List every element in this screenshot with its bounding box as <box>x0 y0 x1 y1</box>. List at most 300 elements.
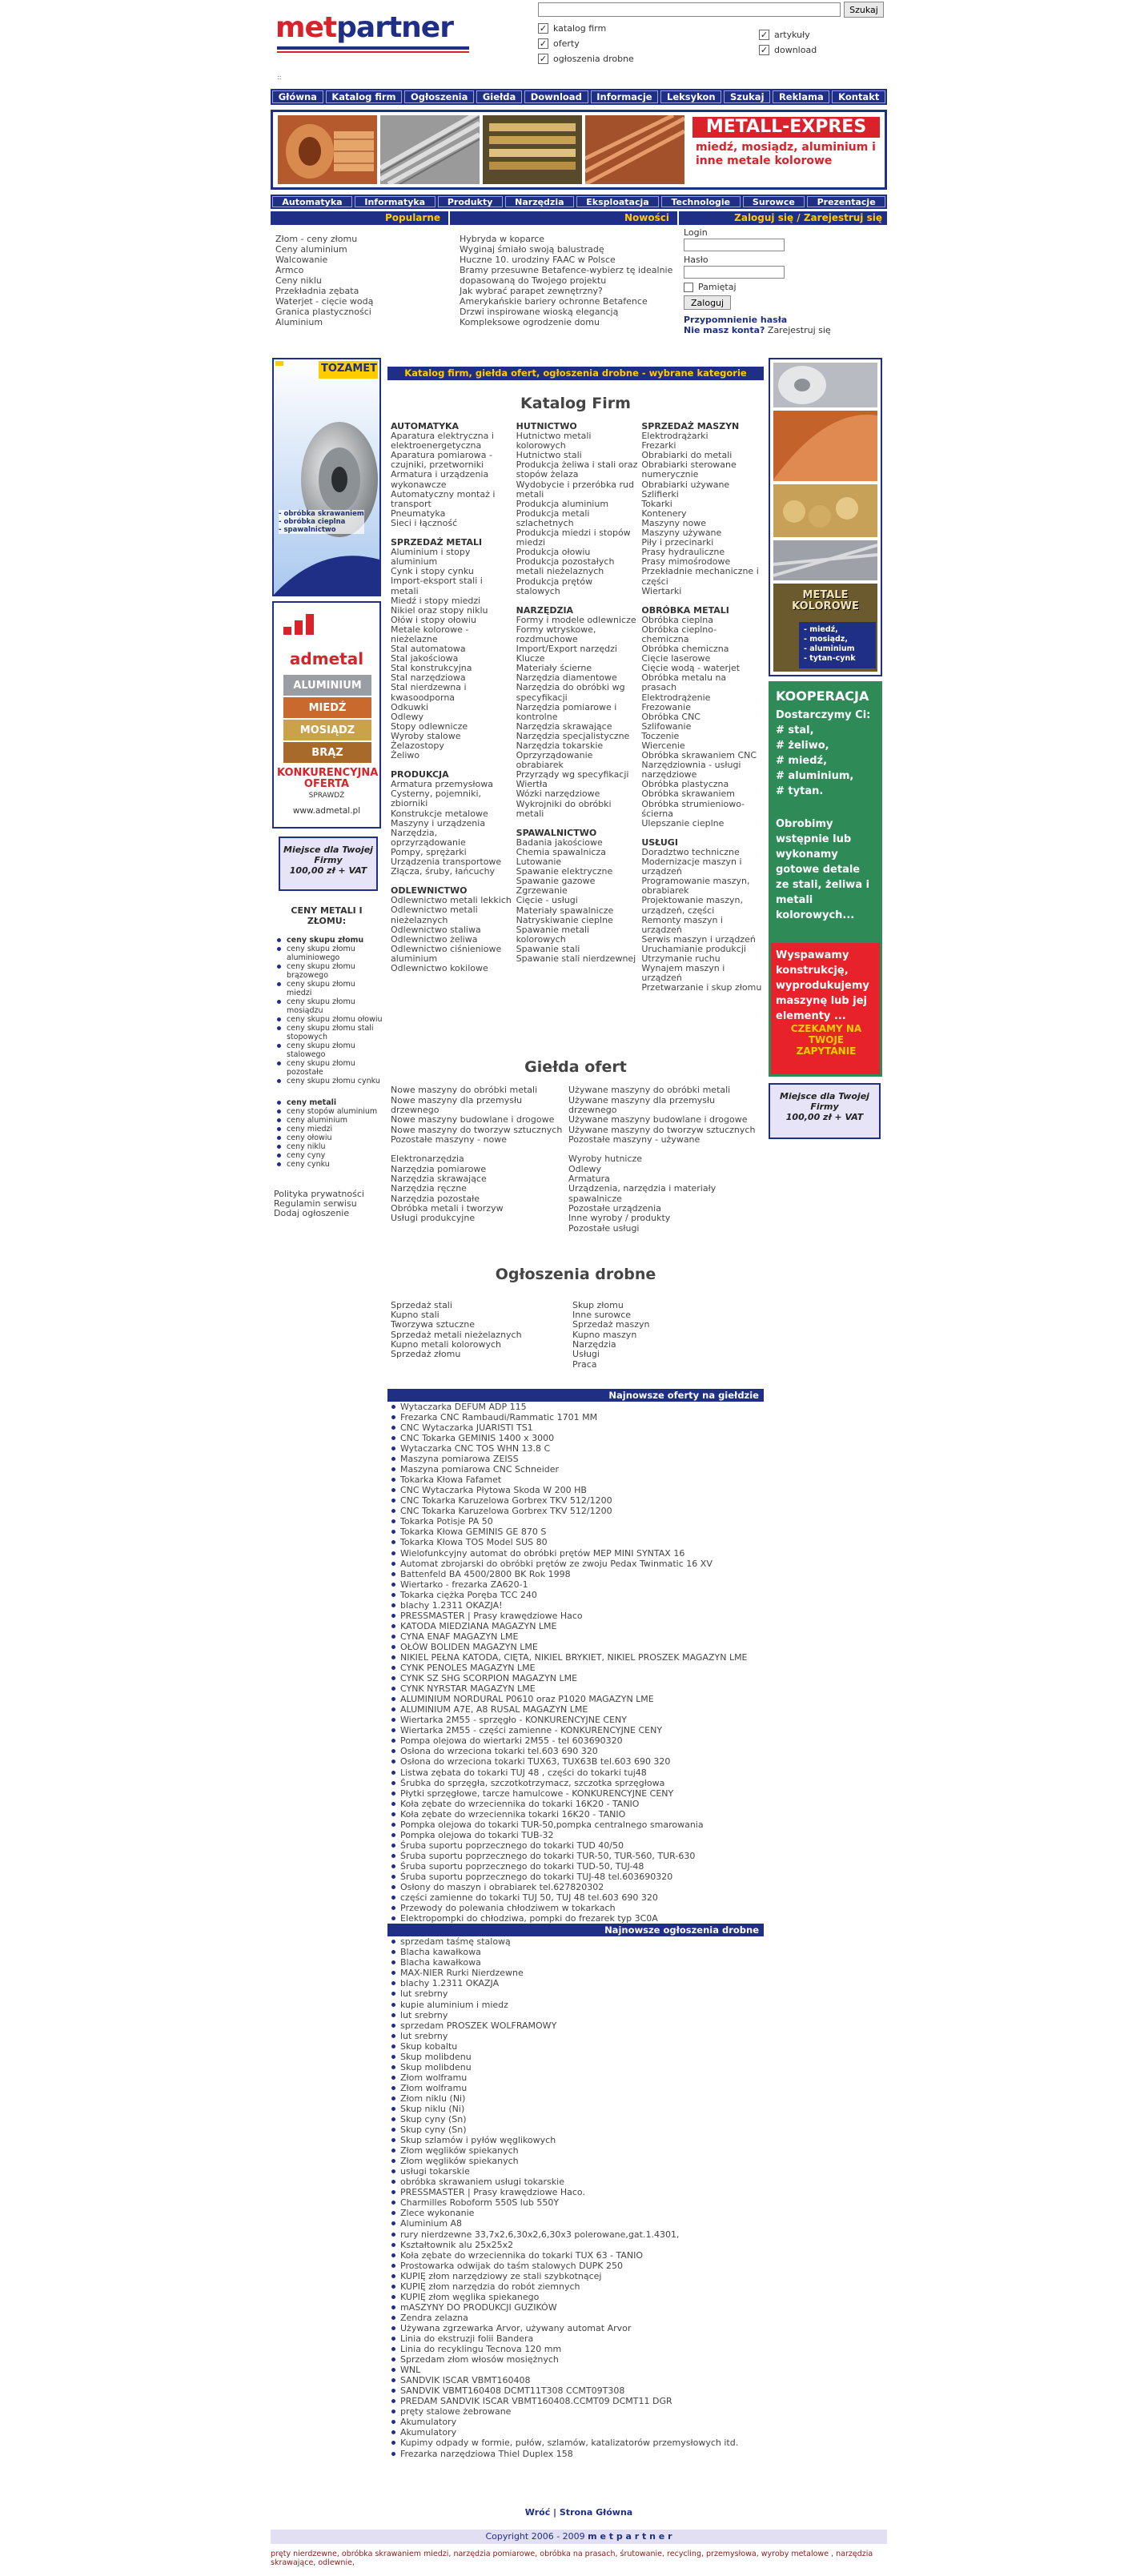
category-link[interactable]: Aparatura elektryczna i elektroenergetyczna <box>391 431 494 451</box>
news-link[interactable]: Hybryda w koparce <box>460 234 545 244</box>
exchange-link[interactable]: Nowe maszyny dla przemysłu drzewnego <box>391 1094 523 1115</box>
news-link[interactable]: Drzwi inspirowane wioską elegancją <box>460 307 619 317</box>
category-link[interactable]: Odlewnictwo ciśnieniowe aluminium <box>391 943 502 964</box>
metal-price-link[interactable]: ceny miedzi <box>277 1125 383 1134</box>
category-link[interactable]: Prasy hydrauliczne <box>641 547 725 558</box>
category-link[interactable]: Stal konstrukcyjna <box>391 663 472 674</box>
category-link[interactable]: Armatura przemysłowa <box>391 779 493 790</box>
category-link[interactable]: Miedź i stopy miedzi <box>391 595 481 606</box>
category-link[interactable]: Obróbka strumieniowo-ścierna <box>641 798 745 819</box>
small-ad-item[interactable]: usługi tokarskie <box>391 2166 764 2177</box>
small-ad-item[interactable]: Złom wolframu <box>391 2083 764 2093</box>
exchange-link[interactable]: Wyroby hutnicze <box>568 1154 643 1165</box>
offer-item[interactable]: blachy 1.2311 OKAZJA! <box>391 1600 764 1611</box>
category-link[interactable]: Produkcja metali szlachetnych <box>516 508 590 528</box>
category-link[interactable]: Odlewnictwo staliwa <box>391 924 481 935</box>
offer-item[interactable]: CNC Wytaczarka Płytowa Skoda W 200 HB <box>391 1485 764 1495</box>
password-reminder-link[interactable]: Przypomnienie hasła <box>684 315 788 325</box>
checkbox-checked-icon[interactable]: ✓ <box>760 45 769 55</box>
category-link[interactable]: Uruchamianie produkcji <box>641 943 746 954</box>
metal-price-link[interactable]: ceny ołowiu <box>277 1134 383 1142</box>
category-link[interactable]: Odlewnictwo żeliwa <box>391 933 478 945</box>
place-for-your-company-ad[interactable] <box>279 837 378 891</box>
category-heading[interactable]: AUTOMATYKA <box>391 421 460 431</box>
category-link[interactable]: Obróbka cieplna <box>641 614 714 625</box>
offer-item[interactable]: Tokarka Kłowa TOS Model SUS 80 <box>391 1537 764 1547</box>
nav-download[interactable]: Download <box>524 90 588 103</box>
offer-item[interactable]: Battenfeld BA 4500/2800 BK Rok 1998 <box>391 1569 764 1579</box>
small-ads-category-link[interactable]: Sprzedaż złomu <box>391 1349 461 1360</box>
small-ad-item[interactable]: Skup kobaltu <box>391 2041 764 2052</box>
category-link[interactable]: Klucze <box>516 653 545 664</box>
category-link[interactable]: Stal automatowa <box>391 644 466 655</box>
category-link[interactable]: Wynajem maszyn i urządzeń <box>641 963 725 984</box>
small-ad-item[interactable]: Akumulatory <box>391 2427 764 2438</box>
category-link[interactable]: Cysterny, pojemniki, zbiorniki <box>391 788 482 809</box>
exchange-link[interactable]: Obróbka metali i tworzyw <box>391 1202 504 1214</box>
category-link[interactable]: Programowanie maszyn, obrabiarek <box>641 876 750 897</box>
news-link[interactable]: Amerykańskie bariery ochronne Betafence <box>460 296 648 307</box>
category-link[interactable]: Cięcie laserowe <box>641 653 711 664</box>
small-ad-item[interactable]: Złom węglików spiekanych <box>391 2156 764 2166</box>
category-link[interactable]: Metale kolorowe - nieżelazne <box>391 624 469 644</box>
offer-item[interactable]: Śruba suportu poprzecznego do tokarki TUD-50, TUJ-48 <box>391 1861 764 1872</box>
category-link[interactable]: Pompy, sprężarki <box>391 846 467 857</box>
offer-item[interactable]: CYNA ENAF MAGAZYN LME <box>391 1631 764 1642</box>
category-link[interactable]: Oprzyrządowanie obrabiarek <box>516 750 593 771</box>
small-ads-category-link[interactable]: Tworzywa sztuczne <box>391 1319 476 1330</box>
category-link[interactable]: Wiertarki <box>641 585 682 596</box>
popular-link[interactable]: Waterjet - cięcie wodą <box>275 296 374 307</box>
category-link[interactable]: Spawanie stali nierdzewnej <box>516 953 636 964</box>
category-link[interactable]: Prasy mimośrodowe <box>641 556 731 568</box>
offer-item[interactable]: Śruba suportu poprzecznego do tokarki TUR-50, TUR-560, TUR-630 <box>391 1851 764 1861</box>
bottom-nav[interactable]: Wróć | Strona Główna <box>524 2507 633 2518</box>
category-link[interactable]: Spawanie metali kolorowych <box>516 924 590 945</box>
category-link[interactable]: Formy wtryskowe, rozdmuchowe <box>516 624 596 644</box>
small-ad-item[interactable]: Blacha kawałkowa <box>391 1957 764 1968</box>
category-heading[interactable]: ODLEWNICTWO <box>391 885 468 897</box>
register-link[interactable]: Zarejestruj się <box>767 325 831 335</box>
nav-ogloszenia[interactable]: Ogłoszenia <box>404 90 474 103</box>
offer-item[interactable]: Frezarka CNC Rambaudi/Rammatic 1701 MM <box>391 1412 764 1422</box>
small-ads-category-link[interactable]: Kupno maszyn <box>572 1329 637 1340</box>
category-link[interactable]: Formy i modele odlewnicze <box>516 614 636 625</box>
footer-link[interactable]: Regulamin serwisu <box>274 1198 357 1209</box>
small-ad-item[interactable]: mASZYNY DO PRODUKCJI GUZIKÓW <box>391 2302 764 2313</box>
category-link[interactable]: Odlewnictwo metali lekkich <box>391 895 512 906</box>
category-link[interactable]: Urządzenia transportowe <box>391 857 502 868</box>
section-narzedzia[interactable]: Narzędzia <box>505 196 574 207</box>
place-for-your-company-ad[interactable] <box>769 1083 881 1139</box>
offer-item[interactable]: PRESSMASTER | Prasy krawędziowe Haco <box>391 1611 764 1621</box>
scrap-price-link[interactable]: ceny skupu złomu miedzi <box>277 980 383 997</box>
nav-kontakt[interactable]: Kontakt <box>832 90 885 103</box>
metale-kolorowe-ad[interactable] <box>769 358 882 676</box>
metal-price-link[interactable]: ceny niklu <box>277 1142 383 1151</box>
exchange-link[interactable]: Odlewy <box>568 1163 601 1174</box>
offer-item[interactable]: CYNK PENOLES MAGAZYN LME <box>391 1663 764 1673</box>
small-ad-item[interactable]: Linia do ekstruzji folii Bandera <box>391 2333 764 2344</box>
category-link[interactable]: Odlewnictwo kokilowe <box>391 962 488 973</box>
offer-item[interactable]: Automat zbrojarski do obróbki prętów ze zwoju Pedax Twinmatic 16 XV <box>391 1559 764 1569</box>
category-link[interactable]: Cynk i stopy cynku <box>391 566 474 577</box>
category-link[interactable]: Produkcja żeliwa i stali oraz stopów żelaza <box>516 459 638 480</box>
small-ad-item[interactable]: Zendra zelazna <box>391 2313 764 2323</box>
category-link[interactable]: Hutnictwo metali kolorowych <box>516 431 592 451</box>
scrap-price-link[interactable]: ceny skupu złomu brązowego <box>277 962 383 980</box>
category-heading[interactable]: HUTNICTWO <box>516 421 577 431</box>
small-ad-item[interactable]: rury nierdzewne 33,7x2,6,30x2,6,30x3 polerowane,gat.1.4301, <box>391 2229 764 2240</box>
popular-link[interactable]: Ceny niklu <box>275 275 322 286</box>
scrap-price-link[interactable]: ceny skupu złomu aluminiowego <box>277 945 383 962</box>
offer-item[interactable]: Śruba suportu poprzecznego do tokarki TUD 40/50 <box>391 1840 764 1851</box>
category-heading[interactable]: SPRZEDAŻ MASZYN <box>641 421 740 431</box>
category-link[interactable]: Aparatura pomiarowa - czujniki, przetworniki <box>391 450 492 471</box>
category-link[interactable]: Materiały ścierne <box>516 663 592 674</box>
exchange-link[interactable]: Usługi produkcyjne <box>391 1213 476 1224</box>
category-link[interactable]: Złącza, śruby, łańcuchy <box>391 866 496 877</box>
category-link[interactable]: Produkcja miedzi i stopów miedzi <box>516 528 631 548</box>
offer-item[interactable]: Wiertarka 2M55 - sprzęgło - KONKURENCYJNE CENY <box>391 1715 764 1725</box>
category-link[interactable]: Aluminium i stopy aluminium <box>391 547 471 568</box>
category-link[interactable]: Chemia spawalnicza <box>516 846 606 857</box>
category-link[interactable]: Lutowanie <box>516 857 562 868</box>
small-ad-item[interactable]: MAX-NIER Rurki Nierdzewne <box>391 1968 764 1978</box>
offer-item[interactable]: NIKIEL PEŁNA KATODA, CIĘTA, NIKIEL BRYKIET, NIKIEL PROSZEK MAGAZYN LME <box>391 1652 764 1663</box>
category-link[interactable]: Obróbka skrawaniem <box>641 788 736 800</box>
small-ad-item[interactable]: lut srebrny <box>391 2010 764 2020</box>
category-link[interactable]: Armatura i urządzenia wykonawcze <box>391 469 489 490</box>
small-ad-item[interactable]: Skup szlamów i pyłów węglikowych <box>391 2135 764 2145</box>
offer-item[interactable]: Osłona do wrzeciona tokarki tel.603 690 320 <box>391 1746 764 1756</box>
scrap-price-link[interactable]: ceny skupu złomu stalowego <box>277 1041 383 1059</box>
popular-link[interactable]: Przekładnia zębata <box>275 286 359 296</box>
nav-gielda[interactable]: Giełda <box>476 90 522 103</box>
tozamet-ad[interactable] <box>272 358 381 596</box>
scrap-price-link[interactable]: ceny skupu złomu <box>277 936 383 945</box>
category-heading[interactable]: PRODUKCJA <box>391 769 449 780</box>
category-link[interactable]: Frezowanie <box>641 701 691 712</box>
footer-link[interactable]: Dodaj ogłoszenie <box>274 1208 350 1218</box>
offer-item[interactable]: Tokarka Kłowa Fafamet <box>391 1475 764 1485</box>
category-link[interactable]: Kontenery <box>641 508 687 519</box>
small-ad-item[interactable]: Używana zgrzewarka Arvor, używany automat Arvor <box>391 2323 764 2333</box>
small-ad-item[interactable]: PREDAM SANDVIK ISCAR VBMT160408.CCMT09 DCMT11 DGR <box>391 2396 764 2406</box>
category-link[interactable]: Narzędzia pomiarowe i kontrolne <box>516 701 617 722</box>
small-ad-item[interactable]: Charmilles Roboform 550S lub 550Y <box>391 2197 764 2208</box>
small-ad-item[interactable]: Prostowarka odwijak do taśm stalowych DUPK 250 <box>391 2261 764 2271</box>
offer-item[interactable]: Maszyna pomiarowa ZEISS <box>391 1454 764 1464</box>
check-artykuly[interactable] <box>759 30 810 40</box>
offer-item[interactable]: Koła zębate do wrzeciennika tokarki 16K20 - TANIO <box>391 1809 764 1820</box>
small-ad-item[interactable]: Złom węglików spiekanych <box>391 2145 764 2156</box>
small-ad-item[interactable]: KUPIĘ złom węglika spiekanego <box>391 2292 764 2302</box>
exchange-link[interactable]: Używane maszyny do tworzyw sztucznych <box>568 1124 756 1135</box>
exchange-link[interactable]: Używane maszyny do obróbki metali <box>568 1085 731 1096</box>
category-link[interactable]: Modernizacje maszyn i urządzeń <box>641 857 742 877</box>
small-ad-item[interactable]: Akumulatory <box>391 2417 764 2427</box>
exchange-link[interactable]: Nowe maszyny do obróbki metali <box>391 1085 538 1096</box>
category-link[interactable]: Sieci i łączność <box>391 517 458 528</box>
metal-price-link[interactable]: ceny cyny <box>277 1151 383 1160</box>
scrap-price-link[interactable]: ceny skupu złomu pozostałe <box>277 1059 383 1077</box>
offer-item[interactable]: KATODA MIEDZIANA MAGAZYN LME <box>391 1621 764 1631</box>
small-ad-item[interactable]: sprzedam PROSZEK WOLFRAMOWY <box>391 2020 764 2031</box>
small-ad-item[interactable]: obróbka skrawaniem usługi tokarskie <box>391 2177 764 2187</box>
small-ad-item[interactable]: Zlece wykonanie <box>391 2208 764 2218</box>
remember-checkbox[interactable] <box>684 282 887 292</box>
offer-item[interactable]: Śruba suportu poprzecznego do tokarki TUJ-48 tel.603690320 <box>391 1872 764 1882</box>
small-ad-item[interactable]: Skup molibdenu <box>391 2052 764 2062</box>
small-ad-item[interactable]: Kupimy odpady w formie, pułów, szlamów, katalizatorów przemysłowych itd. <box>391 2438 764 2448</box>
offer-item[interactable]: Wytaczarka CNC TOS WHN 13.8 C <box>391 1443 764 1454</box>
metal-price-link[interactable]: ceny aluminium <box>277 1116 383 1125</box>
small-ad-item[interactable]: KUPIĘ złom narzędzia do robót ziemnych <box>391 2281 764 2292</box>
small-ad-item[interactable]: KUPIĘ złom narzędziowy ze stali szybkotnącej <box>391 2271 764 2281</box>
category-link[interactable]: Cięcie wodą - waterjet <box>641 663 741 674</box>
metal-price-link[interactable]: ceny metali <box>277 1098 383 1107</box>
category-link[interactable]: Ulepszanie cieplne <box>641 817 725 829</box>
checkbox-checked-icon[interactable]: ✓ <box>539 23 548 34</box>
news-link[interactable]: Jak wybrać parapet zewnętrzny? <box>460 286 603 296</box>
category-link[interactable]: Przyrządy wg specyfikacji <box>516 769 629 780</box>
section-eksploatacja[interactable]: Eksploatacja <box>576 196 659 207</box>
small-ad-item[interactable]: lut srebrny <box>391 1988 764 1999</box>
offer-item[interactable]: Tokarka ciężka Poręba TCC 240 <box>391 1590 764 1600</box>
offer-item[interactable]: Wiertarko - frezarka ZA620-1 <box>391 1579 764 1590</box>
offer-item[interactable]: CNC Tokarka Karuzelowa Gorbrex TKV 512/1200 <box>391 1506 764 1516</box>
admetal-ad[interactable] <box>272 601 381 829</box>
offer-item[interactable]: Osłony do maszyn i obrabiarek tel.627820302 <box>391 1882 764 1892</box>
exchange-link[interactable]: Urządzenia, narzędzia i materiały spawalnicze <box>568 1183 717 1204</box>
small-ads-category-link[interactable]: Narzędzia <box>572 1338 616 1350</box>
category-link[interactable]: Ołów i stopy ołowiu <box>391 614 476 625</box>
small-ad-item[interactable]: sprzedam taśmę stalową <box>391 1936 764 1947</box>
small-ad-item[interactable]: blachy 1.2311 OKAZJA <box>391 1978 764 1988</box>
section-automatyka[interactable]: Automatyka <box>272 196 352 207</box>
category-link[interactable]: Stal narzędziowa <box>391 672 466 684</box>
category-link[interactable]: Szlifierki <box>641 488 679 500</box>
small-ads-category-link[interactable]: Sprzedaż stali <box>391 1299 452 1310</box>
category-link[interactable]: Odlewnictwo metali nieżelaznych <box>391 905 478 925</box>
scrap-price-link[interactable]: ceny skupu złomu cynku <box>277 1077 383 1085</box>
check-katalog-firm[interactable] <box>538 23 606 34</box>
search-button[interactable]: Szukaj <box>844 2 884 18</box>
category-heading[interactable]: NARZĘDZIA <box>516 604 574 616</box>
small-ad-item[interactable]: SANDVIK ISCAR VBMT160408 <box>391 2375 764 2385</box>
category-link[interactable]: Natryskiwanie cieplne <box>516 914 613 925</box>
small-ad-item[interactable]: kupie aluminium i miedz <box>391 2000 764 2010</box>
small-ad-item[interactable]: Skup molibdenu <box>391 2062 764 2072</box>
exchange-link[interactable]: Używane maszyny budowlane i drogowe <box>568 1114 748 1125</box>
check-download[interactable] <box>759 45 817 55</box>
small-ad-item[interactable]: Skup niklu (Ni) <box>391 2104 764 2114</box>
category-link[interactable]: Produkcja aluminium <box>516 498 609 509</box>
popular-link[interactable]: Armco <box>275 265 304 275</box>
category-link[interactable]: Stal nierdzewna i kwasoodporna <box>391 682 467 703</box>
popular-link[interactable]: Złom - ceny złomu <box>275 234 358 244</box>
checkbox-checked-icon[interactable]: ✓ <box>539 38 548 49</box>
section-prezentacje[interactable]: Prezentacje <box>807 196 885 207</box>
small-ads-category-link[interactable]: Praca <box>572 1358 597 1370</box>
category-link[interactable]: Obróbka metalu na prasach <box>641 672 727 693</box>
category-link[interactable]: Przetwarzanie i skup złomu <box>641 982 762 993</box>
popular-link[interactable]: Ceny aluminium <box>275 244 347 255</box>
offer-item[interactable]: CYNK NYRSTAR MAGAZYN LME <box>391 1683 764 1694</box>
exchange-link[interactable]: Pozostałe maszyny - nowe <box>391 1134 508 1145</box>
offer-item[interactable]: Śrubka do sprzęgła, szczotkotrzymacz, szczotka sprzęgłowa <box>391 1778 764 1788</box>
category-link[interactable]: Narzędziownia - usługi narzędziowe <box>641 760 741 780</box>
offer-item[interactable]: CNC Tokarka Karuzelowa Gorbrex TKV 512/1200 <box>391 1495 764 1506</box>
category-link[interactable]: Stal jakościowa <box>391 653 459 664</box>
news-link[interactable]: Bramy przesuwne Betafence-wybierz tę idealnie dopasowaną do Twojego projektu <box>460 265 673 286</box>
small-ads-category-link[interactable]: Usługi <box>572 1349 600 1360</box>
exchange-link[interactable]: Pozostałe urządzenia <box>568 1202 661 1214</box>
small-ads-category-link[interactable]: Inne surowce <box>572 1310 632 1321</box>
section-informatyka[interactable]: Informatyka <box>355 196 436 207</box>
offer-item[interactable]: Wiertarka 2M55 - części zamienne - KONKURENCYJNE CENY <box>391 1725 764 1735</box>
category-link[interactable]: Automatyczny montaż i transport <box>391 488 496 509</box>
category-link[interactable]: Narzędzia specjalistyczne <box>516 730 630 741</box>
category-link[interactable]: Cięcie - usługi <box>516 895 578 906</box>
popular-link[interactable]: Granica plastyczności <box>275 307 371 317</box>
category-link[interactable]: Narzędzia tokarskie <box>516 740 604 751</box>
category-link[interactable]: Stopy odlewnicze <box>391 720 468 732</box>
exchange-link[interactable]: Pozostałe maszyny - używane <box>568 1134 700 1145</box>
category-link[interactable]: Utrzymanie ruchu <box>641 953 721 964</box>
metal-price-link[interactable]: ceny stopów aluminium <box>277 1107 383 1116</box>
category-link[interactable]: Serwis maszyn i urządzeń <box>641 933 756 945</box>
exchange-link[interactable]: Pozostałe usługi <box>568 1222 640 1234</box>
checkbox-icon[interactable] <box>684 283 693 292</box>
category-link[interactable]: Materiały spawalnicze <box>516 905 614 916</box>
offer-item[interactable]: Płytki sprzęgłowe, tarcze hamulcowe - KONKURENCYJNE CENY <box>391 1788 764 1799</box>
category-link[interactable]: Spawanie elektryczne <box>516 866 613 877</box>
exchange-link[interactable]: Narzędzia pomiarowe <box>391 1163 487 1174</box>
category-link[interactable]: Hutnictwo stali <box>516 450 582 461</box>
offer-item[interactable]: ALUMINIUM A7E, A8 RUSAL MAGAZYN LME <box>391 1704 764 1715</box>
exchange-link[interactable]: Używane maszyny dla przemysłu drzewnego <box>568 1094 716 1115</box>
small-ads-category-link[interactable]: Sprzedaż metali nieżelaznych <box>391 1329 522 1340</box>
category-link[interactable]: Obróbka CNC <box>641 711 700 722</box>
password-input[interactable] <box>684 266 785 279</box>
category-link[interactable]: Narzędzia do obróbki wg specyfikacji <box>516 682 625 703</box>
small-ad-item[interactable]: Linia do recyklingu Tecnova 120 mm <box>391 2344 764 2354</box>
offer-item[interactable]: Przewody do polewania chłodziwem w tokarkach <box>391 1903 764 1913</box>
offer-item[interactable]: Koła zębate do wrzeciennika do tokarki 16K20 - TANIO <box>391 1799 764 1809</box>
category-link[interactable]: Produkcja ołowiu <box>516 547 591 558</box>
category-link[interactable]: Wiertła <box>516 779 548 790</box>
nav-leksykon[interactable]: Leksykon <box>660 90 721 103</box>
check-ogloszenia[interactable] <box>538 54 634 64</box>
category-heading[interactable]: USŁUGI <box>641 837 678 848</box>
category-link[interactable]: Odkuwki <box>391 701 429 712</box>
exchange-link[interactable]: Inne wyroby / produkty <box>568 1213 671 1224</box>
category-link[interactable]: Spawanie gazowe <box>516 876 596 887</box>
category-link[interactable]: Elektrodrążarki <box>641 431 708 442</box>
small-ad-item[interactable]: pręty stalowe żebrowane <box>391 2406 764 2417</box>
section-surowce[interactable]: Surowce <box>743 196 805 207</box>
offer-item[interactable]: OŁÓW BOLIDEN MAGAZYN LME <box>391 1642 764 1652</box>
offer-item[interactable]: Pompka olejowa do tokarki TUR-50,pompka centralnego smarowania <box>391 1820 764 1830</box>
category-link[interactable]: Obrabiarki sterowane numerycznie <box>641 459 737 480</box>
news-link[interactable]: Wyginaj śmiało swoją balustradę <box>460 244 604 255</box>
category-link[interactable]: Wyroby stalowe <box>391 730 461 741</box>
small-ad-item[interactable]: Frezarka narzędziowa Thiel Duplex 158 <box>391 2449 764 2459</box>
category-link[interactable]: Toczenie <box>641 730 680 741</box>
small-ad-item[interactable]: lut srebrny <box>391 2031 764 2041</box>
nav-katalog-firm[interactable]: Katalog firm <box>326 90 403 103</box>
small-ad-item[interactable]: Skup cyny (Sn) <box>391 2125 764 2135</box>
offer-item[interactable]: Pompka olejowa do tokarki TUB-32 <box>391 1830 764 1840</box>
category-link[interactable]: Doradztwo techniczne <box>641 846 740 857</box>
offer-item[interactable]: Maszyna pomiarowa CNC Schneider <box>391 1464 764 1475</box>
category-link[interactable]: Szlifowanie <box>641 720 692 732</box>
login-register-header[interactable]: Zaloguj się / Zarejestruj się <box>679 211 887 225</box>
search-input[interactable] <box>538 2 841 17</box>
footer-link[interactable]: Polityka prywatności <box>274 1189 364 1199</box>
category-link[interactable]: Wykrojniki do obróbki metali <box>516 798 612 819</box>
offer-item[interactable]: CNC Wytaczarka JUARISTI TS1 <box>391 1422 764 1433</box>
offer-item[interactable]: Tokarka Kłowa GEMINIS GE 870 S <box>391 1527 764 1537</box>
category-link[interactable]: Obrabiarki używane <box>641 479 730 490</box>
category-link[interactable]: Obróbka skrawaniem CNC <box>641 750 757 761</box>
offer-item[interactable]: Tokarka Potisje PA 50 <box>391 1516 764 1527</box>
small-ad-item[interactable]: Sprzedam złom włosów mosiężnych <box>391 2354 764 2365</box>
category-link[interactable]: Narzędzia, oprzyrządowanie <box>391 827 466 848</box>
category-link[interactable]: Import-eksport stali i metali <box>391 576 483 596</box>
offer-item[interactable]: Pompa olejowa do wiertarki 2M55 - tel 603690320 <box>391 1735 764 1746</box>
small-ads-category-link[interactable]: Kupno stali <box>391 1310 440 1321</box>
category-link[interactable]: Odlewy <box>391 711 423 722</box>
small-ad-item[interactable]: SANDVIK VBMT160408 DCMT11T308 CCMT09T308 <box>391 2385 764 2396</box>
offer-item[interactable]: CNC Tokarka GEMINIS 1400 x 3000 <box>391 1433 764 1443</box>
nav-glowna[interactable]: Główna <box>272 90 323 103</box>
login-button[interactable]: Zaloguj <box>684 295 731 310</box>
category-link[interactable]: Narzędzia diamentowe <box>516 672 617 684</box>
category-link[interactable]: Przekładnie mechaniczne i części <box>641 566 759 587</box>
category-link[interactable]: Obrabiarki do metali <box>641 450 733 461</box>
category-link[interactable]: Konstrukcje metalowe <box>391 808 488 819</box>
category-link[interactable]: Elektrodrążenie <box>641 692 711 703</box>
category-heading[interactable]: SPRZEDAŻ METALI <box>391 537 483 548</box>
small-ad-item[interactable]: WNL <box>391 2365 764 2375</box>
scrap-price-link[interactable]: ceny skupu złomu mosiądzu <box>277 997 383 1015</box>
exchange-link[interactable]: Narzędzia skrawające <box>391 1174 487 1185</box>
small-ad-item[interactable]: Blacha kawałkowa <box>391 1947 764 1957</box>
category-link[interactable]: Pneumatyka <box>391 508 446 519</box>
offer-item[interactable]: ALUMINIUM NORDURAL P0610 oraz P1020 MAGAZYN LME <box>391 1694 764 1704</box>
offer-item[interactable]: Osłona do wrzeciona tokarki TUX63, TUX63B tel.603 690 320 <box>391 1756 764 1767</box>
scrap-price-link[interactable]: ceny skupu złomu stali stopowych <box>277 1024 383 1041</box>
category-link[interactable]: Remonty maszyn i urządzeń <box>641 914 723 935</box>
small-ad-item[interactable]: PRESSMASTER | Prasy krawędziowe Haco. <box>391 2187 764 2197</box>
category-link[interactable]: Żeliwo <box>391 750 420 761</box>
scrap-price-link[interactable]: ceny skupu złomu ołowiu <box>277 1015 383 1024</box>
category-link[interactable]: Obróbka chemiczna <box>641 644 729 655</box>
popular-link[interactable]: Walcowanie <box>275 255 328 265</box>
category-link[interactable]: Produkcja prętów stalowych <box>516 576 593 596</box>
category-link[interactable]: Produkcja pozostałych metali nieżelaznych <box>516 556 615 577</box>
category-link[interactable]: Projektowanie maszyn, urządzeń, części <box>641 895 743 916</box>
category-link[interactable]: Spawanie stali <box>516 943 580 954</box>
category-link[interactable]: Wydobycie i przeróbka rud metali <box>516 479 634 500</box>
offer-item[interactable]: Wytaczarka DEFUM ADP 115 <box>391 1402 764 1412</box>
category-link[interactable]: Obróbka plastyczna <box>641 779 729 790</box>
small-ad-item[interactable]: Kształtownik alu 25x25x2 <box>391 2240 764 2250</box>
exchange-link[interactable]: Nowe maszyny do tworzyw sztucznych <box>391 1124 563 1135</box>
